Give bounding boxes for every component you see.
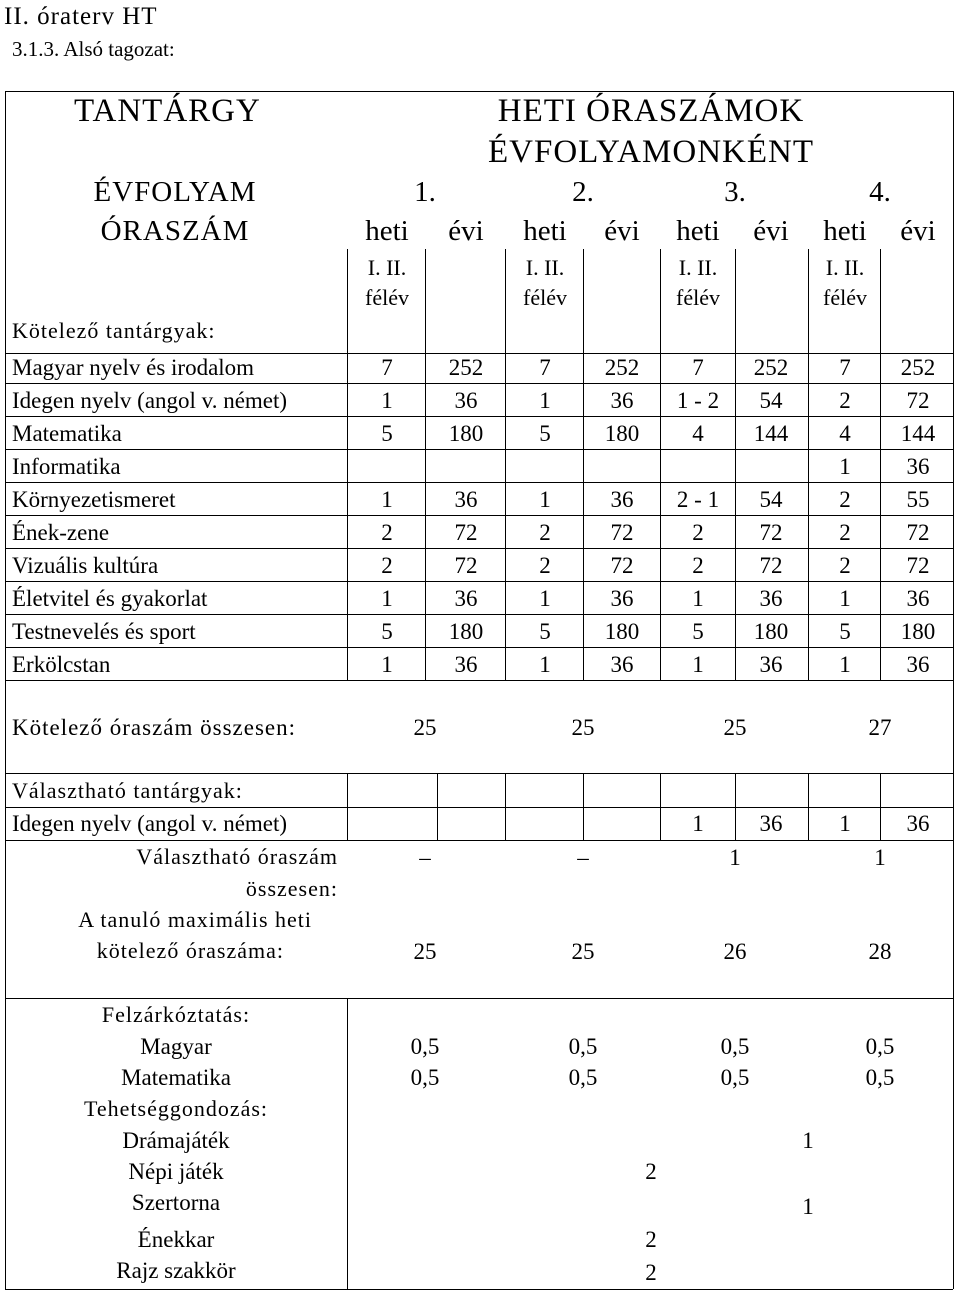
hours-cell: 4 bbox=[692, 421, 704, 446]
hours-cell: 55 bbox=[906, 487, 930, 512]
catchup-magyar-4: 0,5 bbox=[865, 1034, 895, 1059]
col-heti-2: heti bbox=[523, 215, 567, 247]
hours-cell: 180 bbox=[448, 619, 484, 644]
hours-cell: 36 bbox=[610, 652, 634, 677]
hours-cell: 180 bbox=[604, 421, 640, 446]
semester-1-label: félév bbox=[365, 285, 409, 310]
col-heti-3: heti bbox=[676, 215, 720, 247]
hours-cell: 5 bbox=[381, 421, 393, 446]
max-hours-label: A tanuló maximális heti bbox=[78, 907, 312, 932]
rajz-label: Rajz szakkör bbox=[116, 1258, 236, 1283]
hours-cell: 36 bbox=[906, 652, 930, 677]
hours-cell: 1 bbox=[381, 388, 393, 413]
col-evi-3: évi bbox=[753, 215, 789, 247]
hours-cell: 72 bbox=[906, 520, 930, 545]
catchup-label: Felzárkóztatás: bbox=[101, 1002, 251, 1027]
optional-row-name: Idegen nyelv (angol v. német) bbox=[12, 811, 288, 836]
max-hours-label-line2: kötelező óraszáma: bbox=[96, 938, 284, 963]
hours-cell: 2 bbox=[839, 553, 851, 578]
hours-cell: 72 bbox=[610, 553, 634, 578]
col-evi-2: évi bbox=[604, 215, 640, 247]
catchup-matek-3: 0,5 bbox=[720, 1065, 750, 1090]
hours-cell: 7 bbox=[839, 355, 851, 380]
subject-name: Idegen nyelv (angol v. német) bbox=[12, 388, 288, 413]
weekly-hours-title-line2: ÉVFOLYAMONKÉNT bbox=[487, 134, 815, 170]
catchup-matek-label: Matematika bbox=[121, 1065, 231, 1090]
hours-cell: 2 bbox=[839, 520, 851, 545]
hours-cell: 5 bbox=[692, 619, 704, 644]
hours-cell: 1 bbox=[839, 652, 851, 677]
catchup-matek-2: 0,5 bbox=[568, 1065, 598, 1090]
hours-cell: 7 bbox=[539, 355, 551, 380]
hours-cell: 2 bbox=[839, 487, 851, 512]
hours-cell: 1 - 2 bbox=[676, 388, 720, 413]
grade-3: 3. bbox=[724, 176, 746, 208]
max-total-1: 25 bbox=[413, 939, 437, 964]
subject-name: Erkölcstan bbox=[12, 652, 111, 677]
grade-1: 1. bbox=[414, 176, 436, 208]
hours-cell: 180 bbox=[753, 619, 789, 644]
col-heti-4: heti bbox=[823, 215, 867, 247]
subject-name: Környezetismeret bbox=[12, 487, 176, 512]
weekly-hours-title: HETI ÓRASZÁMOK bbox=[497, 93, 805, 129]
hours-cell: 2 bbox=[692, 553, 704, 578]
max-total-3: 26 bbox=[723, 939, 747, 964]
subject-name: Informatika bbox=[12, 454, 121, 479]
hours-cell: 1 bbox=[539, 487, 551, 512]
catchup-magyar-label: Magyar bbox=[140, 1034, 212, 1059]
grade-label: ÉVFOLYAM bbox=[93, 176, 257, 208]
max-total-2: 25 bbox=[571, 939, 595, 964]
hours-cell: 36 bbox=[454, 586, 478, 611]
optional-total-4: 1 bbox=[874, 845, 886, 870]
talent-label: Tehetséggondozás: bbox=[83, 1096, 269, 1121]
hours-cell: 5 bbox=[539, 619, 551, 644]
optional-total-1: – bbox=[419, 845, 431, 870]
hours-cell: 1 bbox=[839, 454, 851, 479]
hours-cell: 72 bbox=[454, 520, 478, 545]
hours-cell: 1 bbox=[381, 652, 393, 677]
hours-cell: 36 bbox=[759, 652, 783, 677]
section-subheading: 3.1.3. Alsó tagozat: bbox=[12, 37, 175, 61]
hours-cell: 72 bbox=[454, 553, 478, 578]
drama-label: Drámajáték bbox=[122, 1128, 230, 1153]
hours-cell: 1 bbox=[539, 388, 551, 413]
catchup-magyar-1: 0,5 bbox=[410, 1034, 440, 1059]
hours-cell: 2 bbox=[381, 520, 393, 545]
optional-heti-3: 1 bbox=[692, 811, 704, 836]
hours-cell: 36 bbox=[454, 388, 478, 413]
hours-cell: 7 bbox=[692, 355, 704, 380]
hours-cell: 252 bbox=[604, 355, 640, 380]
hours-cell: 36 bbox=[454, 487, 478, 512]
hours-cell: 252 bbox=[900, 355, 936, 380]
subject-name: Életvitel és gyakorlat bbox=[12, 586, 208, 611]
semester-3-label: félév bbox=[676, 285, 720, 310]
hours-cell: 2 - 1 bbox=[676, 487, 720, 512]
hours-cell: 72 bbox=[759, 553, 783, 578]
hours-label: ÓRASZÁM bbox=[100, 215, 250, 247]
hours-cell: 180 bbox=[448, 421, 484, 446]
mandatory-total-label: Kötelező óraszám összesen: bbox=[12, 715, 297, 740]
hours-cell: 2 bbox=[381, 553, 393, 578]
catchup-magyar-2: 0,5 bbox=[568, 1034, 598, 1059]
hours-cell: 72 bbox=[906, 553, 930, 578]
hours-cell: 1 bbox=[539, 586, 551, 611]
hours-cell: 5 bbox=[839, 619, 851, 644]
hours-cell: 72 bbox=[906, 388, 930, 413]
hours-cell: 72 bbox=[759, 520, 783, 545]
subject-name: Vizuális kultúra bbox=[12, 553, 159, 578]
hours-cell: 36 bbox=[610, 487, 634, 512]
grade-4: 4. bbox=[869, 176, 891, 208]
optional-total-2: – bbox=[577, 845, 589, 870]
hours-cell: 1 bbox=[381, 487, 393, 512]
col-heti-1: heti bbox=[365, 215, 409, 247]
semester-4: I. II. bbox=[825, 255, 865, 280]
hours-cell: 4 bbox=[839, 421, 851, 446]
col-evi-4: évi bbox=[900, 215, 936, 247]
semester-3: I. II. bbox=[678, 255, 718, 280]
hours-cell: 7 bbox=[381, 355, 393, 380]
hours-cell: 1 bbox=[539, 652, 551, 677]
semester-4-label: félév bbox=[823, 285, 867, 310]
hours-cell: 1 bbox=[381, 586, 393, 611]
page-heading: II. óraterv HT bbox=[4, 3, 158, 30]
optional-total-3: 1 bbox=[729, 845, 741, 870]
hours-cell: 36 bbox=[906, 586, 930, 611]
hours-cell: 2 bbox=[539, 520, 551, 545]
hours-cell: 180 bbox=[900, 619, 936, 644]
optional-evi-3: 36 bbox=[759, 811, 783, 836]
hours-cell: 72 bbox=[610, 520, 634, 545]
subject-header: TANTÁRGY bbox=[74, 93, 261, 129]
subject-name: Magyar nyelv és irodalom bbox=[12, 355, 255, 380]
subject-name: Testnevelés és sport bbox=[12, 619, 196, 644]
optional-heti-4: 1 bbox=[839, 811, 851, 836]
hours-cell: 252 bbox=[448, 355, 484, 380]
nepi-label: Népi játék bbox=[128, 1159, 224, 1184]
hours-cell: 36 bbox=[454, 652, 478, 677]
col-evi-1: évi bbox=[448, 215, 484, 247]
hours-cell: 36 bbox=[610, 388, 634, 413]
enekkar-value: 2 bbox=[645, 1227, 657, 1252]
enekkar-label: Énekkar bbox=[137, 1227, 215, 1252]
hours-cell: 144 bbox=[900, 421, 936, 446]
hours-cell: 36 bbox=[759, 586, 783, 611]
optional-total-label: Választható óraszám bbox=[136, 844, 338, 869]
semester-1: I. II. bbox=[367, 255, 407, 280]
hours-cell: 144 bbox=[753, 421, 789, 446]
mandatory-total-4: 27 bbox=[868, 715, 892, 740]
max-total-4: 28 bbox=[868, 939, 892, 964]
hours-cell: 2 bbox=[539, 553, 551, 578]
rajz-value: 2 bbox=[645, 1260, 657, 1285]
szertorna-label: Szertorna bbox=[131, 1190, 221, 1215]
semester-2: I. II. bbox=[525, 255, 565, 280]
catchup-matek-4: 0,5 bbox=[865, 1065, 895, 1090]
mandatory-subjects-label: Kötelező tantárgyak: bbox=[12, 318, 216, 343]
subject-name: Matematika bbox=[12, 421, 122, 446]
hours-cell: 252 bbox=[753, 355, 789, 380]
mandatory-total-1: 25 bbox=[413, 715, 437, 740]
grade-2: 2. bbox=[572, 176, 594, 208]
catchup-magyar-3: 0,5 bbox=[720, 1034, 750, 1059]
optional-total-label-line2: összesen: bbox=[245, 876, 338, 901]
szertorna-value: 1 bbox=[802, 1194, 814, 1219]
hours-cell: 36 bbox=[906, 454, 930, 479]
hours-cell: 2 bbox=[839, 388, 851, 413]
drama-value: 1 bbox=[802, 1128, 814, 1153]
hours-cell: 54 bbox=[759, 388, 783, 413]
hours-cell: 1 bbox=[692, 652, 704, 677]
mandatory-total-2: 25 bbox=[571, 715, 595, 740]
hours-cell: 1 bbox=[839, 586, 851, 611]
hours-cell: 180 bbox=[604, 619, 640, 644]
subject-name: Ének-zene bbox=[12, 520, 110, 545]
hours-cell: 5 bbox=[539, 421, 551, 446]
hours-cell: 54 bbox=[759, 487, 783, 512]
optional-subjects-label: Választható tantárgyak: bbox=[12, 778, 243, 803]
mandatory-total-3: 25 bbox=[723, 715, 747, 740]
hours-cell: 1 bbox=[692, 586, 704, 611]
nepi-value: 2 bbox=[645, 1159, 657, 1184]
hours-cell: 5 bbox=[381, 619, 393, 644]
semester-2-label: félév bbox=[523, 285, 567, 310]
catchup-matek-1: 0,5 bbox=[410, 1065, 440, 1090]
hours-cell: 2 bbox=[692, 520, 704, 545]
optional-evi-4: 36 bbox=[906, 811, 930, 836]
hours-cell: 36 bbox=[610, 586, 634, 611]
